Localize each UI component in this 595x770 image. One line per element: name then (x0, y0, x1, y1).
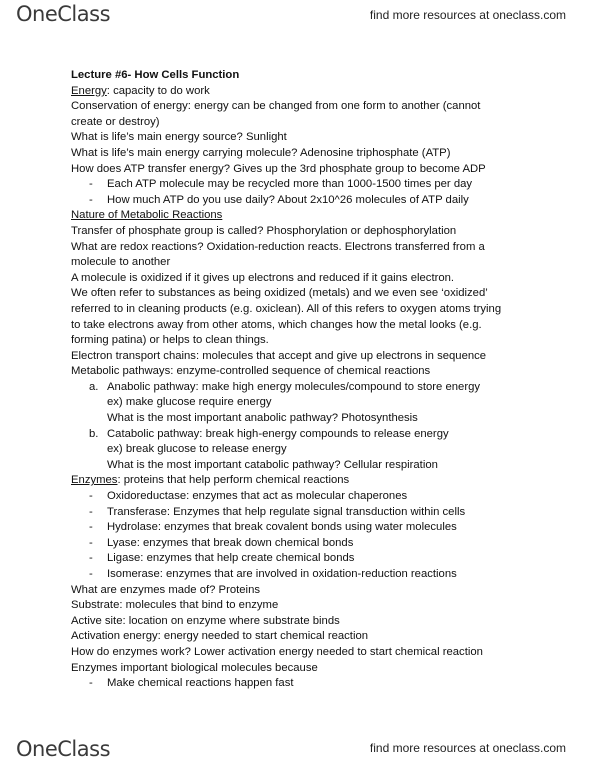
list-item (71, 427, 581, 443)
list-item (71, 177, 581, 193)
enzymes-term: Enzymes (71, 474, 118, 487)
text-line: referred to in cleaning products (e.g. oxiclean). All of this refers to oxygen atoms trying (71, 302, 502, 315)
list-item (71, 551, 581, 567)
bullet-text: Ligase: enzymes that help create chemical bonds (107, 552, 355, 565)
text-line: What are enzymes made of? Proteins (71, 583, 260, 596)
oneclass-logo[interactable] (16, 2, 110, 26)
dash-marker: - (89, 505, 93, 518)
logo-text: OneClass (16, 2, 111, 26)
list-item (71, 676, 581, 692)
list-item (71, 193, 581, 209)
bullet-text: Transferase: Enzymes that help regulate signal transduction within cells (107, 505, 466, 518)
text-line: How do enzymes work? Lower activation energy needed to start chemical reaction (71, 645, 483, 658)
question-line: What is the most important anabolic pathway? Photosynthesis (107, 412, 418, 425)
logo-text: OneClass (16, 737, 111, 761)
oneclass-logo-footer[interactable] (16, 737, 110, 761)
list-item (71, 536, 581, 552)
text-line: to take electrons away from other atoms, which changes how the metal looks (e.g. (71, 318, 482, 331)
list-item (71, 489, 581, 505)
dash-marker: - (89, 552, 93, 565)
example-line: ex) break glucose to release energy (107, 443, 287, 456)
list-item (71, 505, 581, 521)
lecture-title: Lecture #6- How Cells Function (71, 69, 240, 81)
dash-marker: - (89, 193, 93, 206)
text-line: Enzymes important biological molecules because (71, 661, 318, 674)
text-line: Activation energy: energy needed to start chemical reaction (71, 630, 369, 643)
example-line: ex) make glucose require energy (107, 396, 272, 409)
text-line: Transfer of phosphate group is called? Phosphorylation or dephosphorylation (71, 224, 457, 237)
text-line: Metabolic pathways: enzyme-controlled sequence of chemical reactions (71, 365, 431, 378)
bullet-text: How much ATP do you use daily? About 2x10^26 molecules of ATP daily (107, 193, 469, 206)
bullet-text: Lyase: enzymes that break down chemical bonds (107, 536, 354, 549)
text-line: What are redox reactions? Oxidation-reduction reacts. Electrons transferred from a (71, 240, 485, 253)
bullet-text: Isomerase: enzymes that are involved in oxidation-reduction reactions (107, 568, 457, 580)
bullet-text: Oxidoreductase: enzymes that act as molecular chaperones (107, 490, 408, 503)
dash-marker: - (89, 568, 93, 580)
find-resources-link[interactable]: find more resources at oneclass.com (369, 8, 566, 22)
list-item (71, 380, 581, 396)
pathway-text: Catabolic pathway: break high-energy compounds to release energy (107, 427, 449, 440)
list-item (71, 567, 581, 583)
text-line: We often refer to substances as being oxidized (metals) and we even see ‘oxidized’ (71, 287, 488, 300)
text-line: Substrate: molecules that bind to enzyme (71, 599, 279, 612)
bullet-text: Make chemical reactions happen fast (107, 677, 294, 690)
section-heading: Nature of Metabolic Reactions (71, 209, 223, 222)
energy-def-text: : capacity to do work (106, 84, 210, 97)
dash-marker: - (89, 677, 93, 690)
text-line: What is life’s main energy carrying molecule? Adenosine triphosphate (ATP) (71, 146, 451, 159)
dash-marker: - (89, 490, 93, 503)
list-item (71, 520, 581, 536)
text-line: Conservation of energy: energy can be changed from one form to another (cannot (71, 100, 481, 113)
list-marker: a. (89, 380, 99, 393)
bullet-text: Hydrolase: enzymes that break covalent bonds using water molecules (107, 521, 457, 534)
energy-term: Energy (71, 84, 107, 97)
text-line: Electron transport chains: molecules that accept and give up electrons in sequence (71, 349, 487, 362)
text-line: What is life’s main energy source? Sunlight (71, 131, 287, 144)
dash-marker: - (89, 178, 93, 191)
text-line: forming patina) or helps to clean things. (71, 334, 269, 347)
enzymes-def-text: : proteins that help perform chemical reactions (117, 474, 350, 487)
dash-marker: - (89, 521, 93, 534)
pathway-text: Anabolic pathway: make high energy molecules/compound to store energy (107, 380, 481, 393)
find-resources-link-footer[interactable]: find more resources at oneclass.com (369, 741, 566, 755)
dash-marker: - (89, 536, 93, 549)
text-line: molecule to another (71, 256, 171, 269)
text-line: Active site: location on enzyme where substrate binds (71, 614, 340, 627)
text-line: How does ATP transfer energy? Gives up the 3rd phosphate group to become ADP (71, 162, 486, 175)
document-body (71, 68, 581, 692)
energy-definition (71, 84, 581, 100)
list-marker: b. (89, 427, 99, 440)
question-line: What is the most important catabolic pathway? Cellular respiration (107, 458, 438, 471)
enzymes-definition (71, 473, 581, 489)
text-line: A molecule is oxidized if it gives up electrons and reduced if it gains electron. (71, 271, 455, 284)
text-line: create or destroy) (71, 115, 160, 128)
bullet-text: Each ATP molecule may be recycled more than 1000-1500 times per day (107, 178, 473, 191)
